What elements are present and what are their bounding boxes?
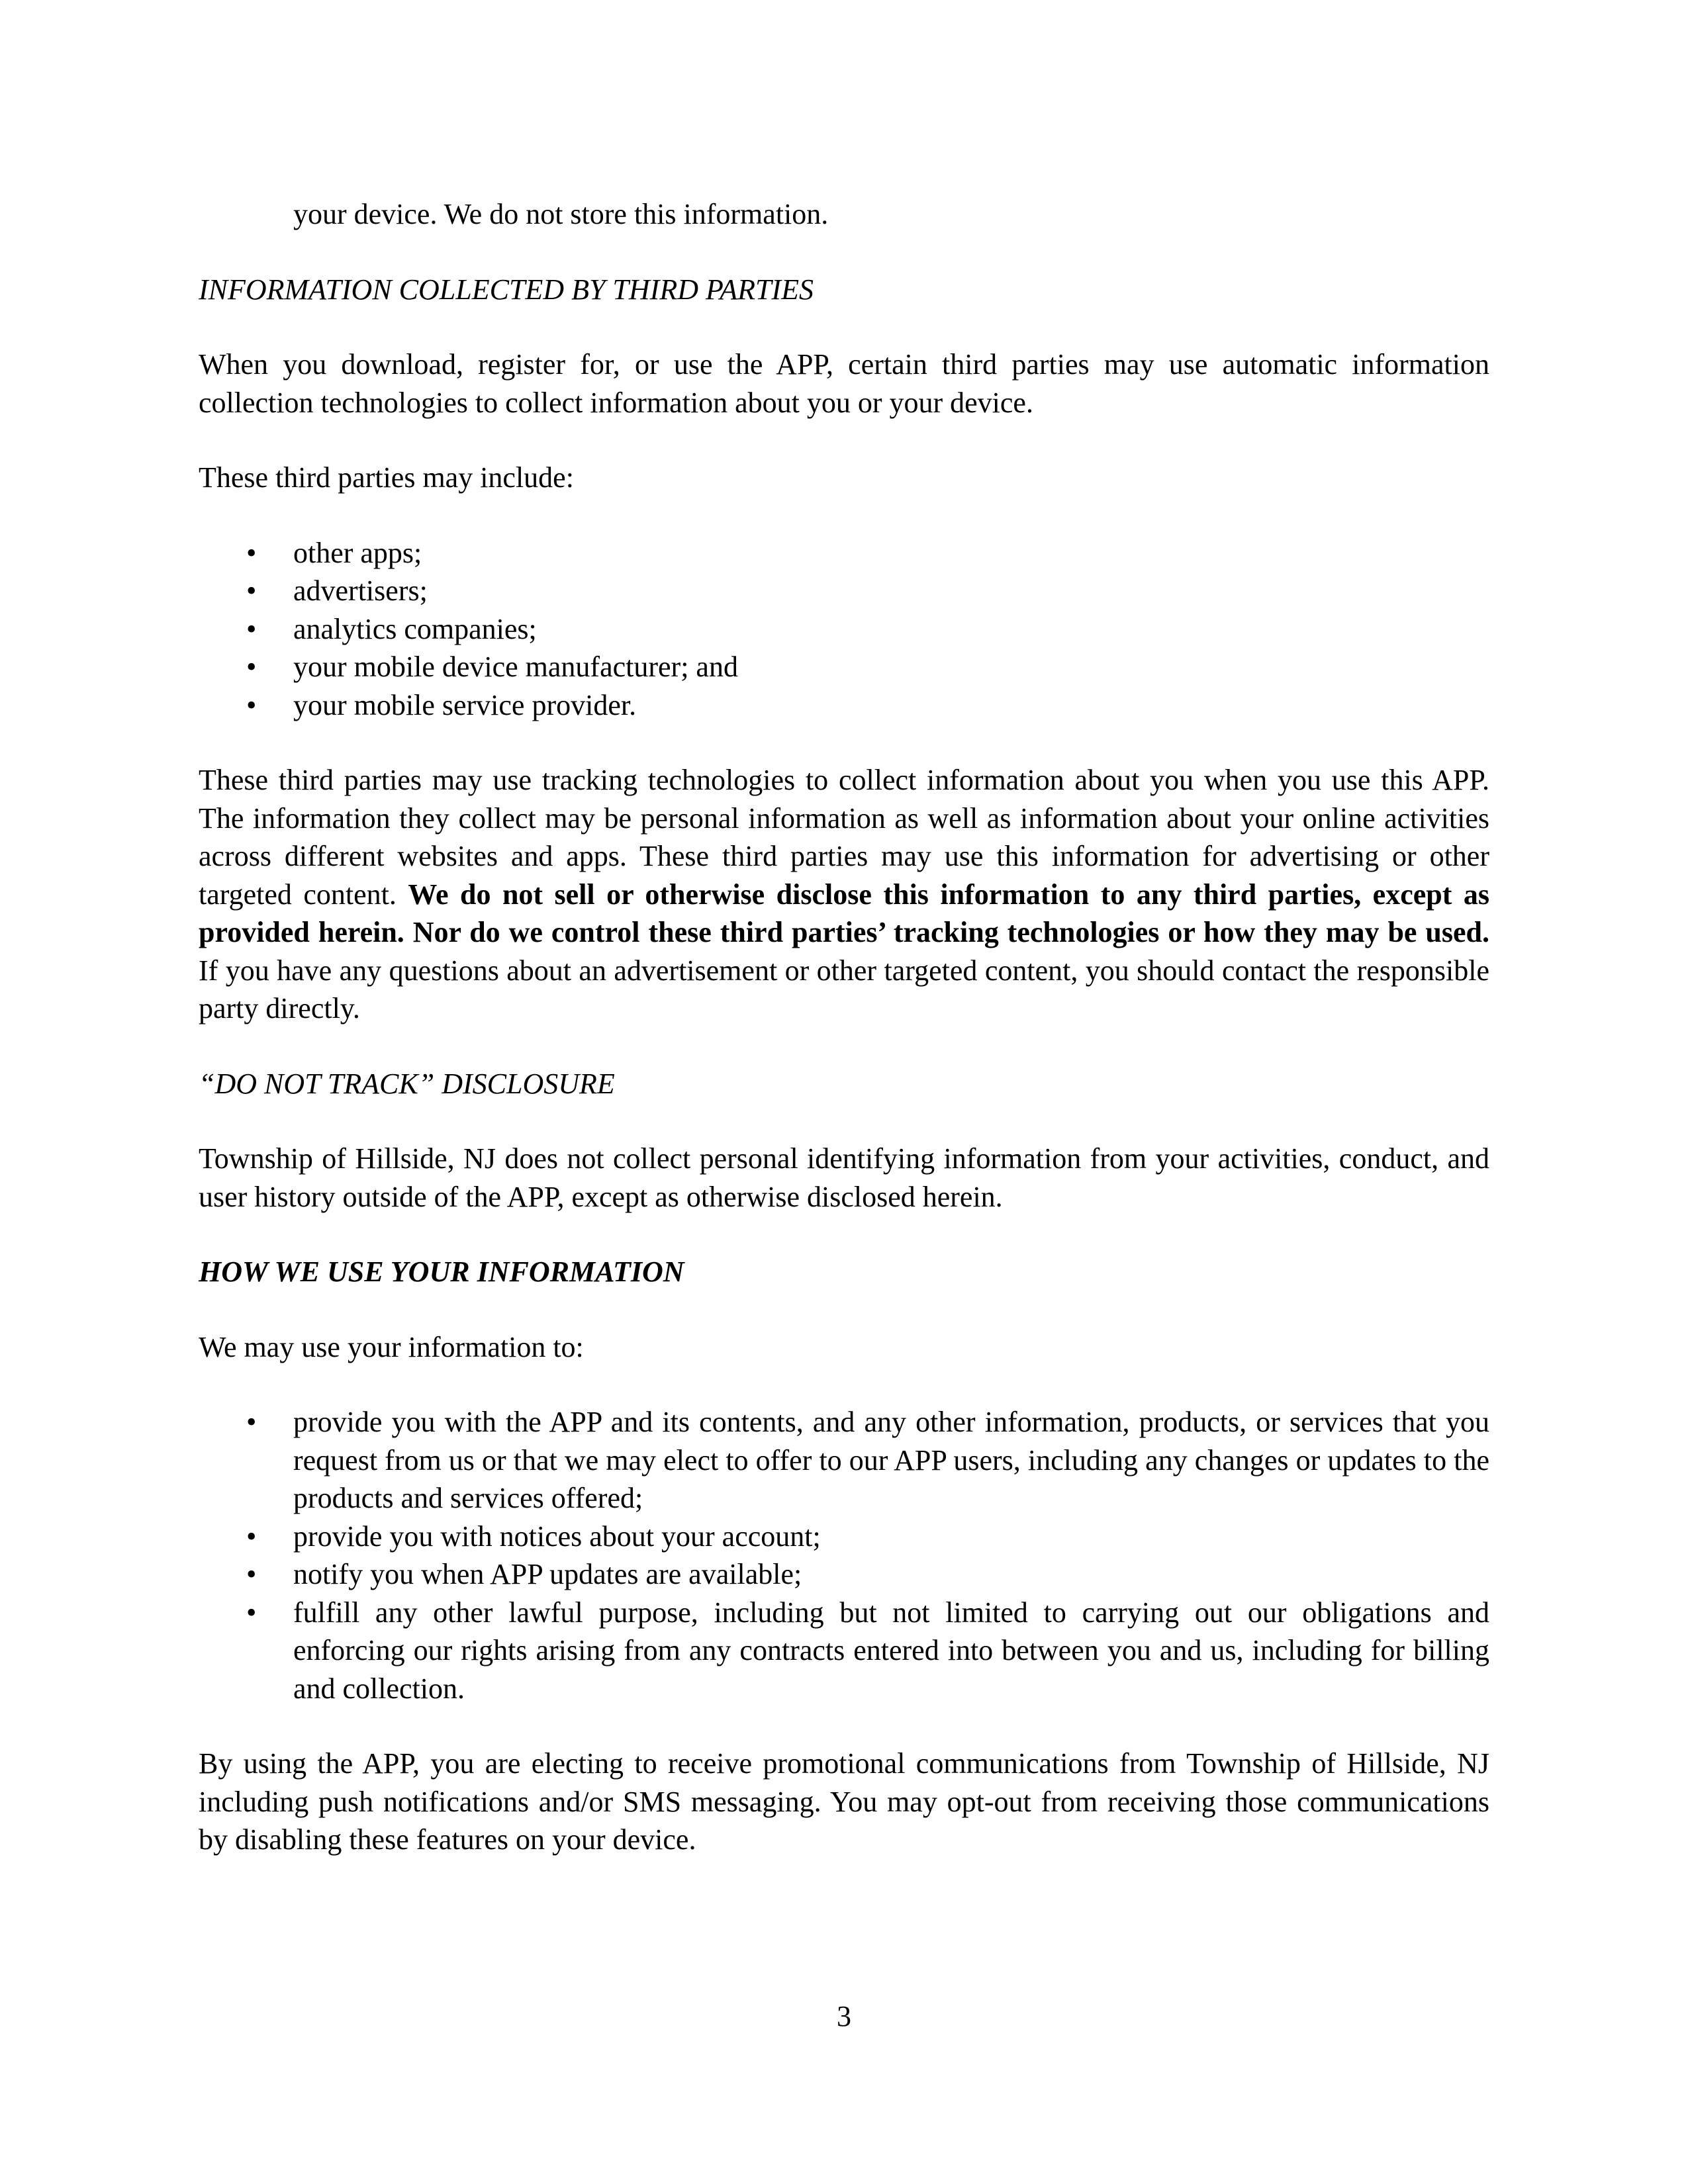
list-item-text: fulfill any other lawful purpose, including but not limited to carrying out our obligations and enforcing our rights arising from any contracts entered into between you and us, including for billing and collection. — [293, 1596, 1489, 1705]
list-item-text: your mobile device manufacturer; and — [293, 651, 738, 683]
bullet-icon: • — [246, 1406, 257, 1438]
bullet-icon: • — [246, 651, 257, 683]
bullet-icon: • — [246, 688, 257, 721]
bullet-icon: • — [246, 1558, 257, 1590]
bullet-icon: • — [246, 536, 257, 569]
third-parties-heading: INFORMATION COLLECTED BY THIRD PARTIES — [199, 273, 814, 306]
promotional-communications-paragraph: By using the APP, you are electing to receive promotional communications from Township of Hillside, NJ including push notifications and/or SMS messaging. You may opt-out from receiving those communications by disabling these features on your device. — [199, 1747, 1489, 1856]
list-item — [199, 1555, 1489, 1594]
list-item — [199, 1403, 1489, 1518]
document-page — [199, 195, 1489, 1896]
how-we-use-list-intro: We may use your information to: — [199, 1330, 584, 1363]
list-item-text: analytics companies; — [293, 612, 537, 645]
list-item-text: advertisers; — [293, 574, 428, 607]
list-item — [199, 610, 1489, 649]
list-item-text: other apps; — [293, 536, 422, 569]
third-parties-intro: When you download, register for, or use the APP, certain third parties may use automatic information collection technologies to collect information about you or your device. — [199, 348, 1489, 419]
list-item — [199, 648, 1489, 686]
tracking-paragraph — [199, 761, 1489, 1028]
list-item-text: notify you when APP updates are available; — [293, 1558, 802, 1590]
how-we-use-heading: HOW WE USE YOUR INFORMATION — [199, 1255, 684, 1288]
list-item — [199, 1518, 1489, 1556]
page-number: 3 — [837, 2000, 851, 2032]
list-item-text: provide you with notices about your account; — [293, 1520, 821, 1553]
list-item-text: provide you with the APP and its contents, and any other information, products, or services that you request from us or that we may elect to offer to our APP users, including any changes or updates to the products and services offered; — [293, 1406, 1489, 1514]
third-parties-list-intro: These third parties may include: — [199, 461, 574, 494]
list-item-text: your mobile service provider. — [293, 688, 637, 721]
bullet-icon: • — [246, 1520, 257, 1553]
tracking-paragraph-start: These third parties may use tracking technologies to collect information about you when you use this APP. The information they collect may be personal information as well as information about your online activities across different websites and apps. These third parties may use this information for advertising or other targeted content. — [199, 764, 1489, 911]
tracking-paragraph-end: If you have any questions about an advertisement or other targeted content, you should contact the responsible party directly. — [199, 954, 1489, 1024]
how-we-use-list — [199, 1403, 1489, 1707]
do-not-track-body: Township of Hillside, NJ does not collect personal identifying information from your activities, conduct, and user history outside of the APP, except as otherwise disclosed herein. — [199, 1142, 1489, 1213]
list-item — [199, 572, 1489, 610]
list-item — [199, 1594, 1489, 1708]
bullet-icon: • — [246, 1596, 257, 1629]
do-not-track-heading: “DO NOT TRACK” DISCLOSURE — [199, 1067, 615, 1100]
bullet-icon: • — [246, 574, 257, 607]
tracking-paragraph-bold: We do not sell or otherwise disclose this information to any third parties, except as provided herein. Nor do we control these third parties’ tracking technologies or how they may be used. — [199, 878, 1489, 948]
list-item — [199, 534, 1489, 572]
list-item — [199, 686, 1489, 725]
third-parties-list — [199, 534, 1489, 725]
continued-paragraph: your device. We do not store this information. — [293, 198, 829, 230]
bullet-icon: • — [246, 612, 257, 645]
